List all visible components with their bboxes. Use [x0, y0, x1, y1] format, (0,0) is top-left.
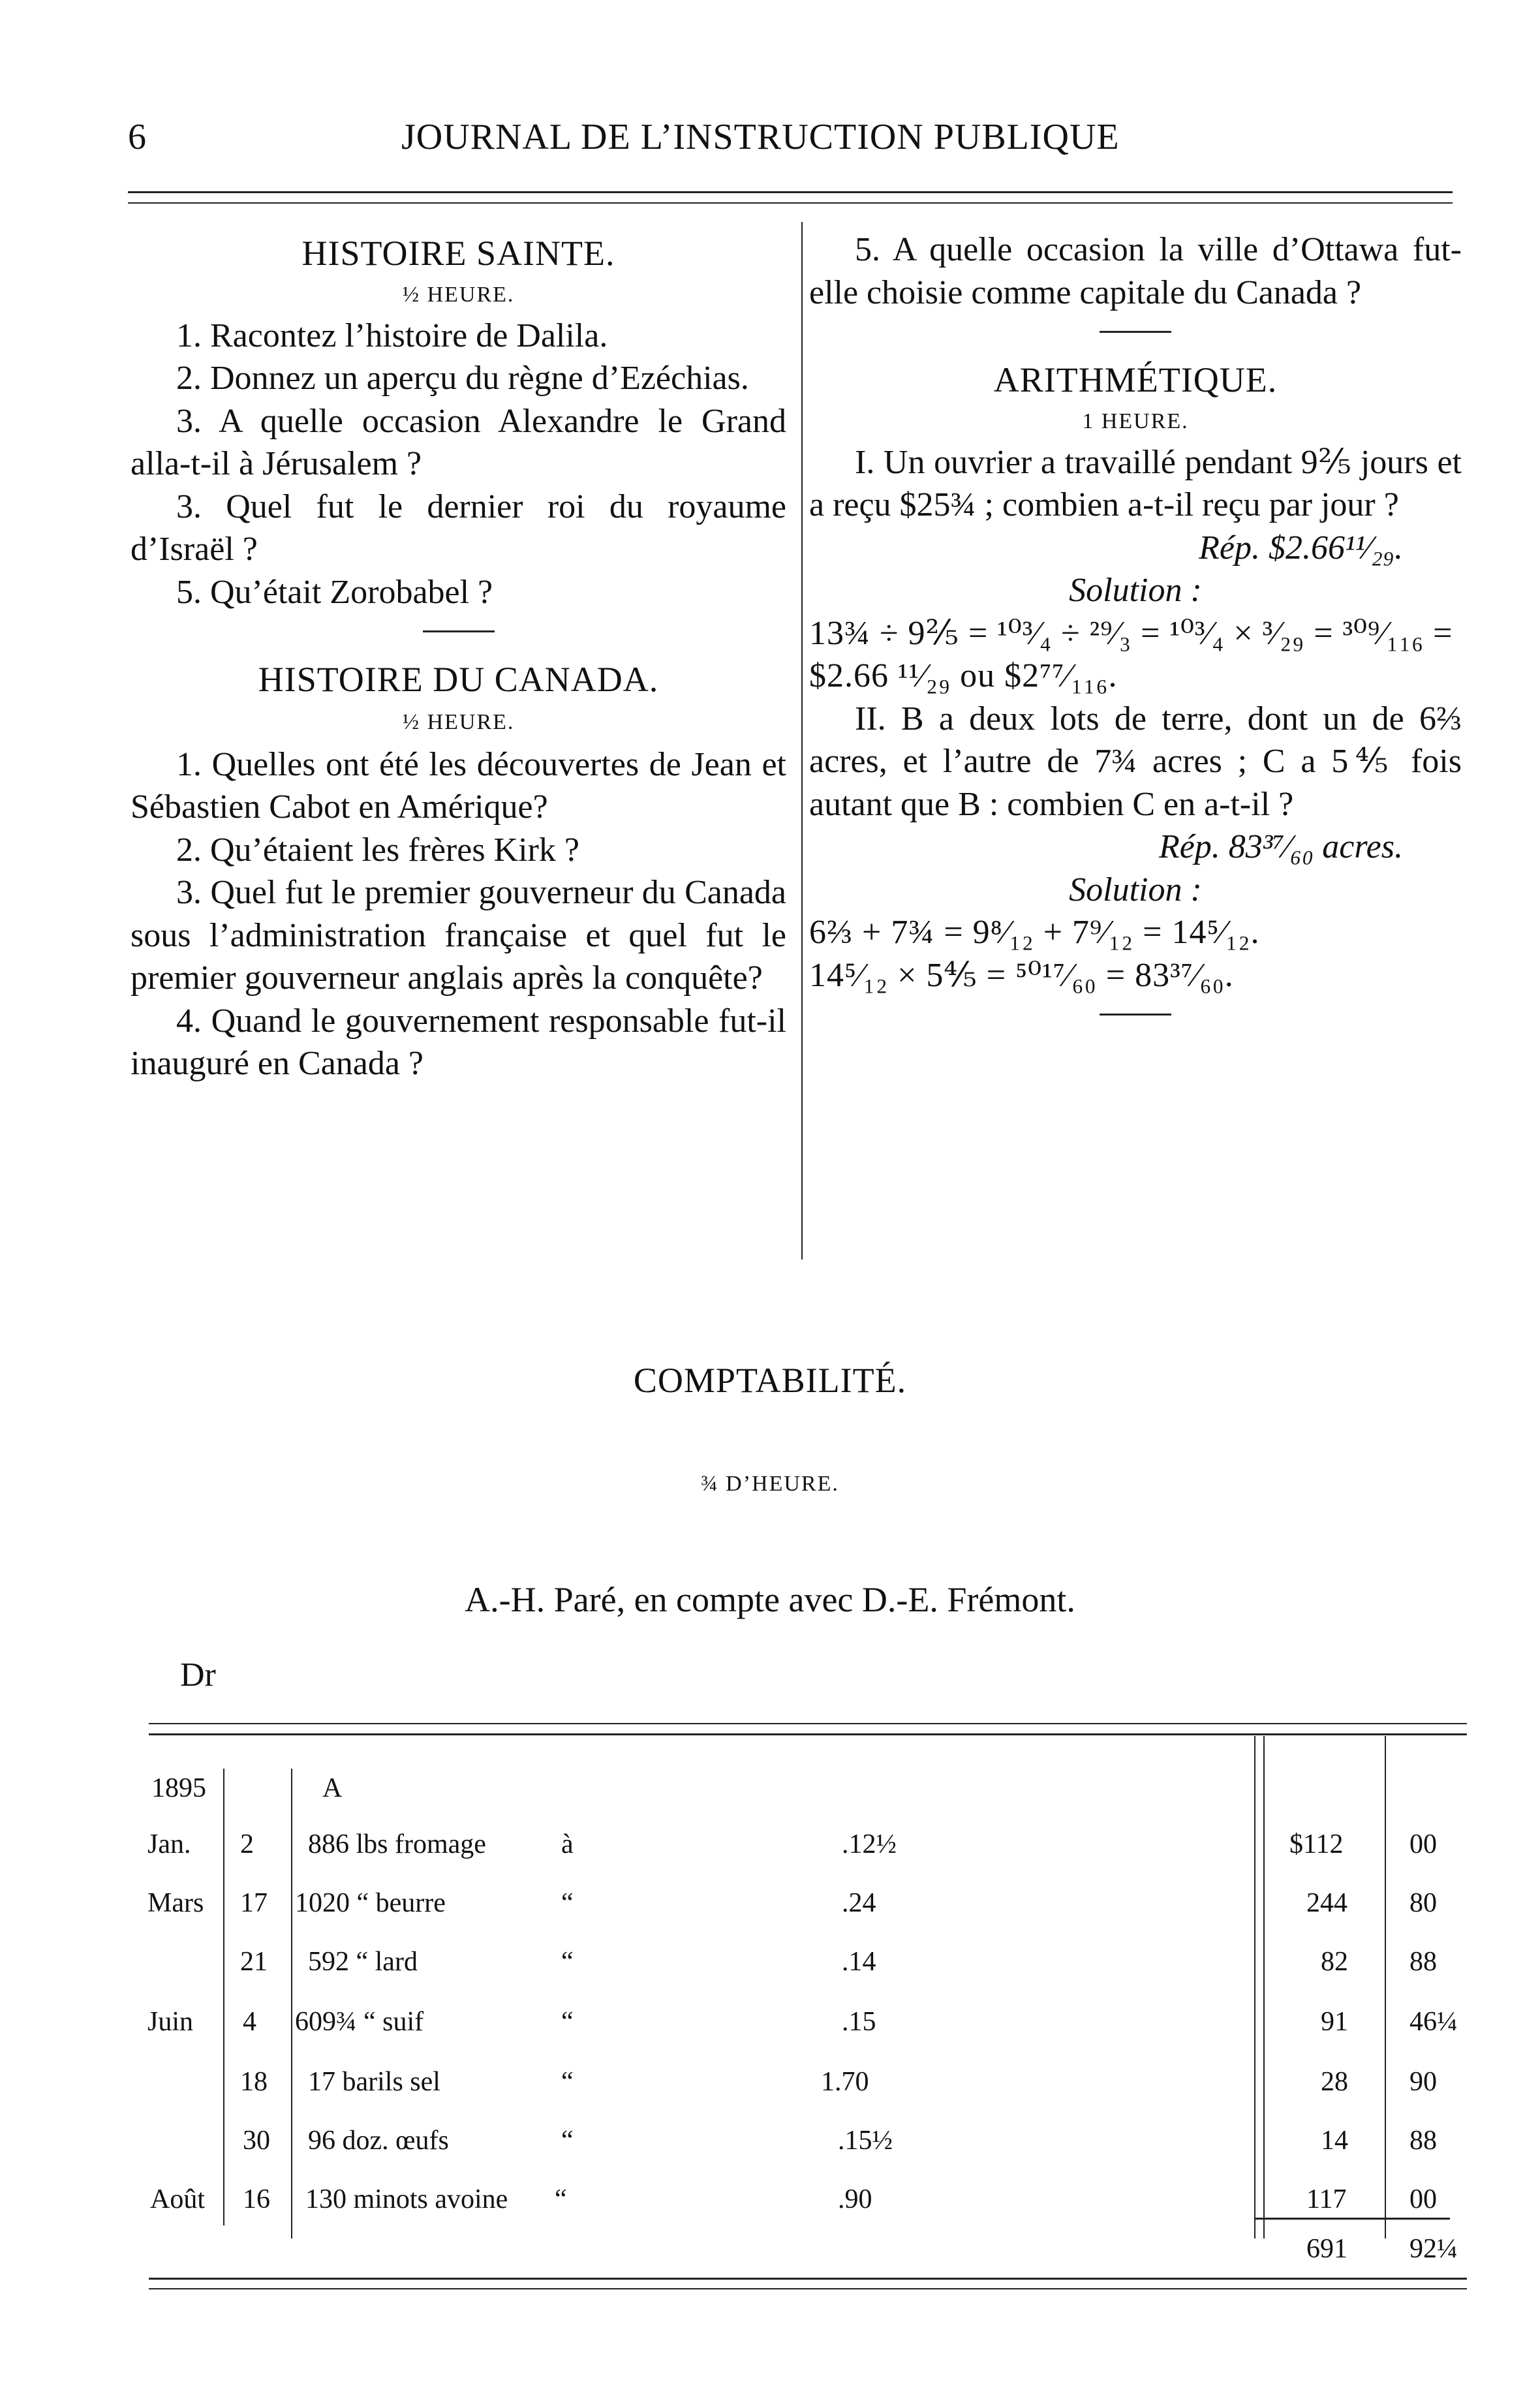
ledger-day: 17	[240, 1888, 268, 1918]
debit-label: Dr	[180, 1656, 216, 1694]
ledger-item: 609¾ “ suif	[295, 2007, 424, 2037]
ledger-col-line-cents	[1385, 1736, 1386, 2239]
ledger-price: .12½	[842, 1829, 897, 1859]
ledger-dollars: 244	[1306, 1888, 1348, 1918]
ledger-dollars: 91	[1321, 2007, 1348, 2037]
hs-question-3: 3. A quelle occasion Alexandre le Grand alla-t-il à Jérusalem ?	[131, 402, 786, 482]
ledger-item: 1020 “ beurre	[295, 1888, 446, 1918]
ledger-month: Jan.	[147, 1829, 191, 1859]
ledger-cents: 00	[1409, 2184, 1437, 2214]
arith-problem-1: I. Un ouvrier a travaillé pendant 9⅖ jours et a reçu $25¾ ; combien a-t-il reçu par jour ?	[809, 443, 1462, 523]
ledger-dollars: 28	[1321, 2067, 1348, 2097]
ledger-item: 17 barils sel	[308, 2067, 440, 2097]
arithmetique-title: ARITHMÉTIQUE.	[993, 360, 1278, 399]
ledger-day: 4	[243, 2007, 256, 2037]
ledger-rule-bottom-2	[149, 2288, 1467, 2289]
ledger-cents: 88	[1409, 2126, 1437, 2156]
ledger-mark: à	[561, 1829, 574, 1859]
ledger-mark: “	[561, 2126, 574, 2156]
hs-question-5: 5. Qu’était Zorobabel ?	[176, 573, 493, 611]
ledger-col-line-day	[291, 1769, 292, 2239]
ledger-total-dollars: 691	[1306, 2234, 1348, 2264]
hc-question-3: 3. Quel fut le premier gouverneur du Canada sous l’administration française et quel fut le premier gouverneur anglais après la conquête?	[131, 874, 786, 997]
arith-answer-1: Rép. $2.66¹¹⁄₂₉.	[1199, 529, 1403, 566]
section-separator	[1100, 1014, 1171, 1015]
histoire-sainte-duration: ½ HEURE.	[402, 282, 515, 307]
ledger-dollars: 14	[1321, 2126, 1348, 2156]
hs-question-2: 2. Donnez un aperçu du règne d’Ezéchias.	[176, 360, 749, 397]
ledger-price: .90	[838, 2184, 872, 2214]
page-number: 6	[128, 117, 147, 157]
ledger-rule-top-1	[149, 1723, 1467, 1724]
column-divider	[801, 222, 803, 1260]
arith-problem-2: II. B a deux lots de terre, dont un de 6⅔ acres, et l’autre de 7¾ acres ; C a 5⅘ fois autant que B : combien C en a-t-il ?	[809, 700, 1462, 823]
hc-question-1: 1. Quelles ont été les découvertes de Jean et Sébastien Cabot en Amérique?	[131, 745, 786, 826]
ledger-month: Août	[150, 2184, 205, 2214]
arith-answer-2: Rép. 83³⁷⁄₆₀ acres.	[1158, 828, 1403, 865]
ledger-cents: 46¼	[1409, 2007, 1458, 2037]
ledger-cents: 80	[1409, 1888, 1437, 1918]
ledger-day: 30	[243, 2126, 270, 2156]
ledger-rule-top-2	[149, 1733, 1467, 1735]
ledger-dollars: $112	[1289, 1829, 1344, 1859]
histoire-sainte-title: HISTOIRE SAINTE.	[301, 234, 615, 273]
header-rule-bottom	[128, 202, 1453, 204]
arithmetique-duration: 1 HEURE.	[1082, 409, 1189, 433]
hs-question-4: 3. Quel fut le dernier roi du royaume d’Israël ?	[131, 488, 786, 568]
ledger-price: 1.70	[821, 2067, 869, 2097]
ledger-month: Mars	[147, 1888, 204, 1918]
left-column	[131, 232, 786, 1085]
ledger-col-line-dollars-2	[1263, 1736, 1265, 2239]
hc-question-2: 2. Qu’étaient les frères Kirk ?	[176, 831, 579, 869]
ledger-price: .24	[842, 1888, 876, 1918]
section-separator	[423, 630, 495, 632]
ledger-col-a: A	[322, 1773, 343, 1803]
histoire-canada-title: HISTOIRE DU CANADA.	[258, 660, 659, 699]
ledger-cents: 00	[1409, 1829, 1437, 1859]
ledger-mark: “	[561, 1947, 574, 1977]
hc-question-5: 5. A quelle occasion la ville d’Ottawa fut-elle choisie comme capitale du Canada ?	[809, 231, 1462, 311]
arith-solution-2-line-2: 14⁵⁄₁₂ × 5⅘ = ⁵⁰¹⁷⁄₆₀ = 83³⁷⁄₆₀.	[809, 956, 1234, 994]
ledger-cents: 88	[1409, 1947, 1437, 1977]
ledger-mark: “	[555, 2184, 567, 2214]
ledger-price: .15	[842, 2007, 876, 2037]
ledger-item: 886 lbs fromage	[308, 1829, 486, 1859]
ledger-dollars: 82	[1321, 1947, 1348, 1977]
ledger-item: 96 doz. œufs	[308, 2126, 449, 2156]
ledger-day: 16	[243, 2184, 270, 2214]
ledger-item: 592 “ lard	[308, 1947, 418, 1977]
arith-solution-1-line-1: 13¾ ÷ 9⅖ = ¹⁰³⁄₄ ÷ ²⁹⁄₃ = ¹⁰³⁄₄ × ³⁄₂₉ = ³⁰⁹⁄₁₁₆ =	[809, 614, 1453, 652]
ledger-col-line-month	[223, 1769, 224, 2225]
ledger-col-line-dollars-1	[1254, 1736, 1255, 2239]
ledger-rule-bottom-1	[149, 2278, 1467, 2280]
arith-solution-label-2: Solution :	[1069, 871, 1202, 908]
ledger-mark: “	[561, 2007, 574, 2037]
ledger-cents: 90	[1409, 2067, 1437, 2097]
ledger-mark: “	[561, 2067, 574, 2097]
ledger-price: .14	[842, 1947, 876, 1977]
hc-question-4: 4. Quand le gouvernement responsable fut-il inauguré en Canada ?	[131, 1002, 786, 1082]
right-column	[809, 228, 1462, 1042]
ledger-year: 1895	[151, 1773, 206, 1803]
hs-question-1: 1. Racontez l’histoire de Dalila.	[176, 317, 608, 354]
journal-title: JOURNAL DE L’INSTRUCTION PUBLIQUE	[401, 117, 1120, 157]
arith-solution-2-line-1: 6⅔ + 7¾ = 9⁸⁄₁₂ + 7⁹⁄₁₂ = 14⁵⁄₁₂.	[809, 914, 1260, 951]
account-subtitle: A.-H. Paré, en compte avec D.-E. Frémont.	[465, 1580, 1075, 1619]
ledger-day: 18	[240, 2067, 268, 2097]
histoire-canada-duration: ½ HEURE.	[402, 709, 515, 734]
ledger-day: 2	[240, 1829, 254, 1859]
ledger-total-rule	[1254, 2218, 1450, 2220]
ledger-month: Juin	[147, 2007, 194, 2037]
arith-solution-label-1: Solution :	[1069, 572, 1202, 609]
comptabilite-title: COMPTABILITÉ.	[633, 1361, 907, 1400]
ledger-item: 130 minots avoine	[305, 2184, 508, 2214]
ledger-mark: “	[561, 1888, 574, 1918]
header-rule-top	[128, 191, 1453, 193]
ledger-price: .15½	[838, 2126, 893, 2156]
arith-solution-1-line-2: $2.66 ¹¹⁄₂₉ ou $2⁷⁷⁄₁₁₆.	[809, 657, 1118, 694]
ledger-day: 21	[240, 1947, 268, 1977]
section-separator	[1100, 331, 1171, 333]
ledger-dollars: 117	[1306, 2184, 1347, 2214]
ledger-total-cents: 92¼	[1409, 2234, 1458, 2264]
comptabilite-duration: ¾ D’HEURE.	[701, 1472, 839, 1496]
